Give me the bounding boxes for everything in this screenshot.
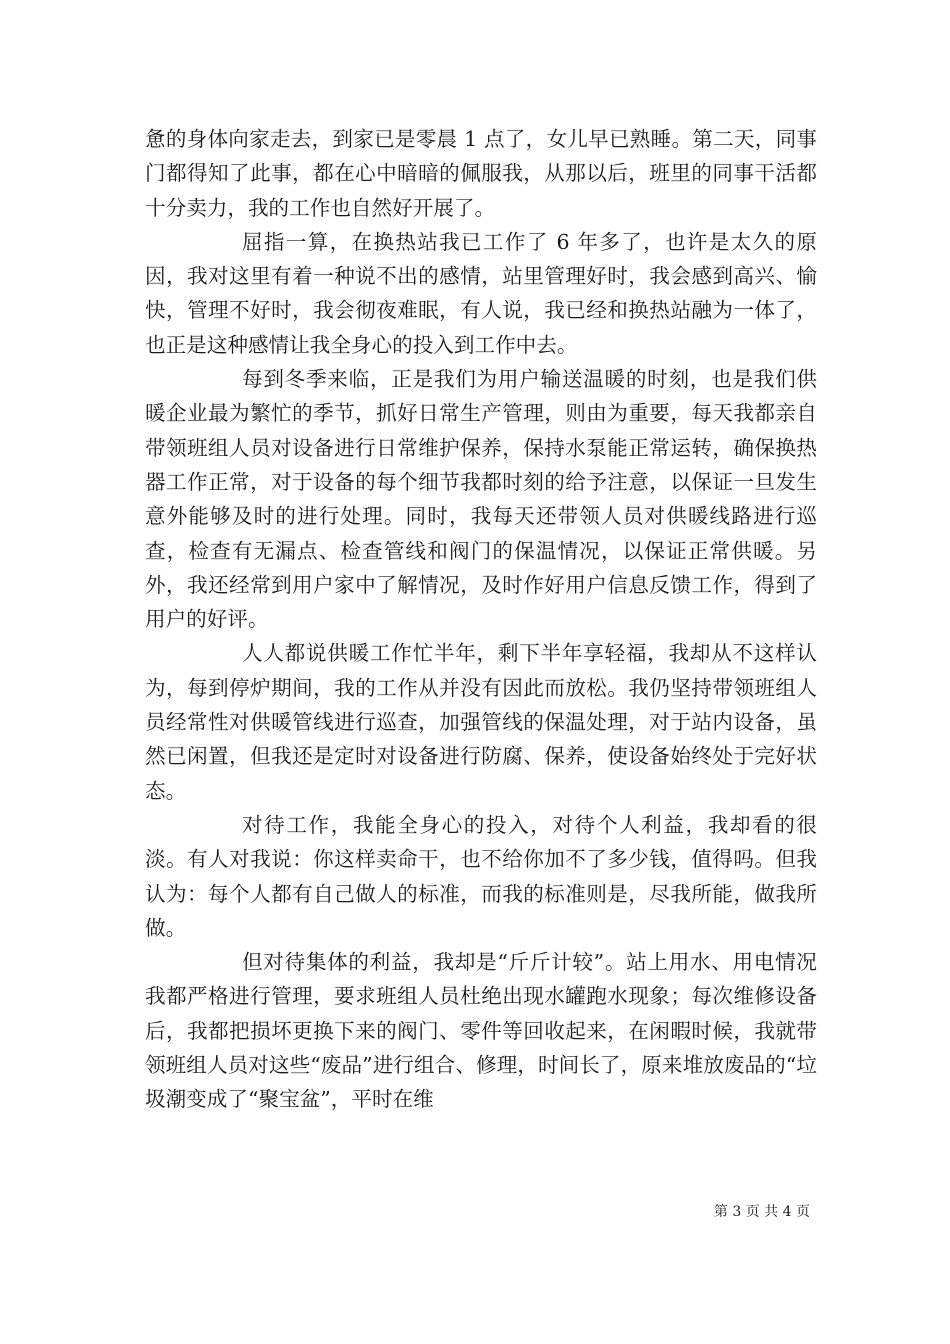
page-number-footer: 第 3 页 共 4 页 xyxy=(713,1204,810,1220)
paragraph-4: 人人都说供暖工作忙半年，剩下半年享轻福，我却从不这样认为，每到停炉期间，我的工作从并没有因此而放松。我仍坚持带领班组人员经常性对供暖管线进行巡查，加强管线的保温处理，对于站内设备，虽然已闲置，但我还是定时对设备进行防腐、保养，使设备始终处于完好状态。 xyxy=(145,641,817,803)
paragraph-2: 屈指一算，在换热站我已工作了 6 年多了，也许是太久的原因，我对这里有着一种说不出的感情，站里管理好时，我会感到高兴、愉快，管理不好时，我会彻夜难眠，有人说，我已经和换热站融为一体了，也正是这种感情让我全身心的投入到工作中去。 xyxy=(145,229,817,357)
paragraph-3: 每到冬季来临，正是我们为用户输送温暖的时刻，也是我们供暖企业最为繁忙的季节，抓好日常生产管理，则由为重要，每天我都亲自带领班组人员对设备进行日常维护保养，保持水泵能正常运转，确保换热器工作正常，对于设备的每个细节我都时刻的给予注意，以保证一旦发生意外能够及时的进行处理。同时，我每天还带领人员对供暖线路进行巡查，检查有无漏点、检查管线和阀门的保温情况，以保证正常供暖。另外，我还经常到用户家中了解情况，及时作好用户信息反馈工作，得到了用户的好评。 xyxy=(145,367,817,632)
paragraph-1: 惫的身体向家走去，到家已是零晨 1 点了，女儿早已熟睡。第二天，同事门都得知了此事，都在心中暗暗的佩服我，从那以后，班里的同事干活都十分卖力，我的工作也自然好开展了。 xyxy=(145,127,817,220)
paragraph-5: 对待工作，我能全身心的投入，对待个人利益，我却看的很淡。有人对我说：你这样卖命干，也不给你加不了多少钱，值得吗。但我认为：每个人都有自己做人的标准，而我的标准则是，尽我所能，做我所做。 xyxy=(145,812,817,940)
paragraph-6: 但对待集体的利益，我却是“斤斤计较”。站上用水、用电情况我都严格进行管理，要求班组人员杜绝出现水罐跑水现象；每次维修设备后，我都把损坏更换下来的阀门、零件等回收起来，在闲暇时候，我就带领班组人员对这些“废品”进行组合、修理，时间长了，原来堆放废品的“垃圾潮变成了“聚宝盆”，平时在维 xyxy=(145,950,817,1112)
document-body xyxy=(145,122,817,1117)
